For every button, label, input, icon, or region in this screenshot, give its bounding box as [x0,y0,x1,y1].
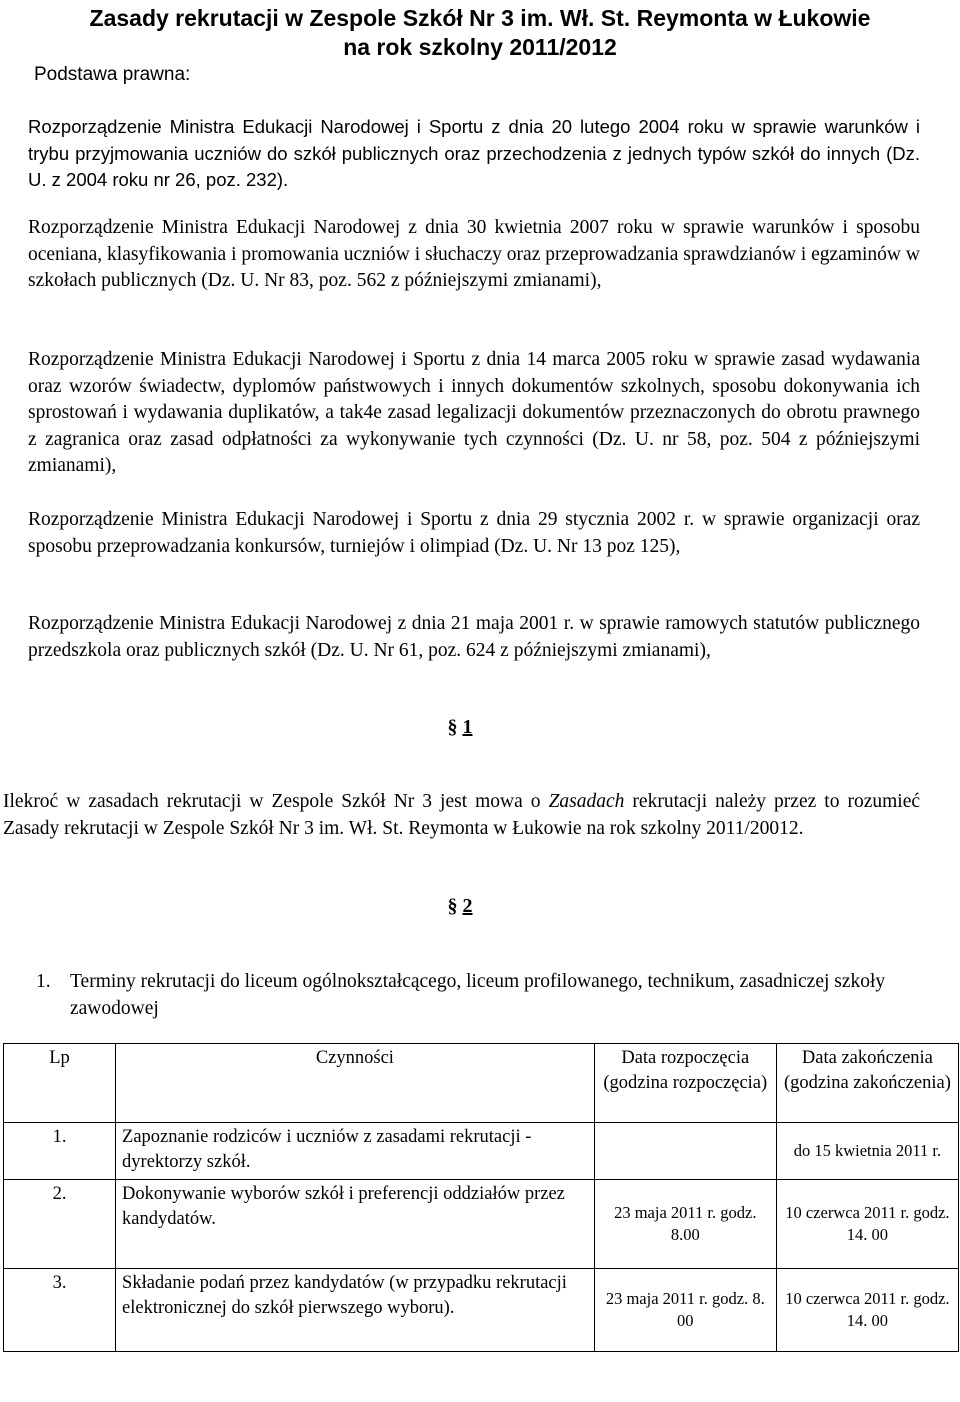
cell-end: do 15 kwietnia 2011 r. [776,1123,958,1180]
document-title [0,4,960,62]
section-1-text-part: Ilekroć w zasadach rekrutacji w Zespole Szkół Nr 3 jest mowa o [3,791,549,812]
cell-start [594,1123,776,1180]
cell-activity: Zapoznanie rodziców i uczniów z zasadami rekrutacji - dyrektorzy szkół. [116,1123,595,1180]
legal-basis-paragraph: Rozporządzenie Ministra Edukacji Narodowej i Sportu z dnia 29 stycznia 2002 r. w sprawie organizacji oraz sposobu przeprowadzania konkursów, turniejów i olimpiad (Dz. U. Nr 13 poz 125), [28,509,920,557]
cell-lp: 1. [4,1123,116,1180]
legal-basis-paragraph: Rozporządzenie Ministra Edukacji Narodowej z dnia 30 kwietnia 2007 roku w sprawie warunków i sposobu oceniana, klasyfikowania i promowania uczniów i słuchaczy oraz przeprowadzania sprawdzianów i egzaminów w szkołach publicznych (Dz. U. Nr 83, poz. 562 z późniejszymi zmianami), [28,217,920,291]
legal-basis-paragraph: Rozporządzenie Ministra Edukacji Narodowej i Sportu z dnia 14 marca 2005 roku w sprawie zasad wydawania oraz wzorów świadectw, dyplomów państwowych i innych dokumentów szkolnych, sposobu dokonywania ich sprostowań i wydawania duplikatów, a tak4e zasad legalizacji dokumentów przeznaczonych do obrotu prawnego z zagranica oraz zasad odpłatności za wykonywanie tych czynności (Dz. U. nr 58, poz. 504 z późniejszymi zmianami), [28,349,920,476]
section-1-text-part: rekrutacji należy przez to rozumieć Zasady rekrutacji w Zespole Szkół Nr 3 im. Wł. St. Reymonta w Łukowie na rok szkolny 2011/20012. [3,791,920,839]
title-line-2: na rok szkolny 2011/2012 [343,34,617,60]
header-activity: Czynności [116,1044,595,1123]
title-line-1: Zasady rekrutacji w Zespole Szkół Nr 3 im. Wł. St. Reymonta w Łukowie [89,5,871,31]
header-end-date: Data zakończenia (godzina zakończenia) [776,1044,958,1123]
section-1-text [3,789,920,842]
cell-activity: Składanie podań przez kandydatów (w przypadku rekrutacji elektronicznej do szkół pierwszego wyboru). [116,1269,595,1352]
section-number: 1 [462,716,473,738]
header-start-date: Data rozpoczęcia (godzina rozpoczęcia) [594,1044,776,1123]
cell-end: 10 czerwca 2011 r. godz. 14. 00 [776,1180,958,1269]
legal-basis-paragraph: Rozporządzenie Ministra Edukacji Narodowej z dnia 21 maja 2001 r. w sprawie ramowych statutów publicznego przedszkola oraz publicznych szkół (Dz. U. Nr 61, poz. 624 z późniejszymi zmianami), [28,613,920,661]
table-header-row [4,1044,959,1123]
cell-lp: 3. [4,1269,116,1352]
cell-start: 23 maja 2011 r. godz. 8.00 [594,1180,776,1269]
cell-start: 23 maja 2011 r. godz. 8. 00 [594,1269,776,1352]
section-number: 2 [462,895,473,917]
section-1-heading [430,716,490,739]
section-symbol: § [447,895,458,917]
section-1-text-emphasis: Zasadach [548,791,625,812]
cell-activity: Dokonywanie wyborów szkół i preferencji oddziałów przez kandydatów. [116,1180,595,1269]
section-2-heading [430,895,490,918]
list-text: Terminy rekrutacji do liceum ogólnokształcącego, liceum profilowanego, technikum, zasadniczej szkoły zawodowej [70,971,886,1019]
table-row [4,1269,959,1352]
section-symbol: § [447,716,458,738]
legal-basis-label: Podstawa prawna: [34,64,191,85]
table-row [4,1180,959,1269]
schedule-table [3,1043,959,1352]
cell-lp: 2. [4,1180,116,1269]
list-number: 1. [36,971,51,992]
cell-end: 10 czerwca 2011 r. godz. 14. 00 [776,1269,958,1352]
table-row [4,1123,959,1180]
header-lp: Lp [4,1044,116,1123]
legal-basis-paragraph: Rozporządzenie Ministra Edukacji Narodowej i Sportu z dnia 20 lutego 2004 roku w sprawie warunków i trybu przyjmowania uczniów do szkół publicznych oraz przechodzenia z jednych typów szkół do innych (Dz. U. z 2004 roku nr 26, poz. 232). [28,116,920,190]
